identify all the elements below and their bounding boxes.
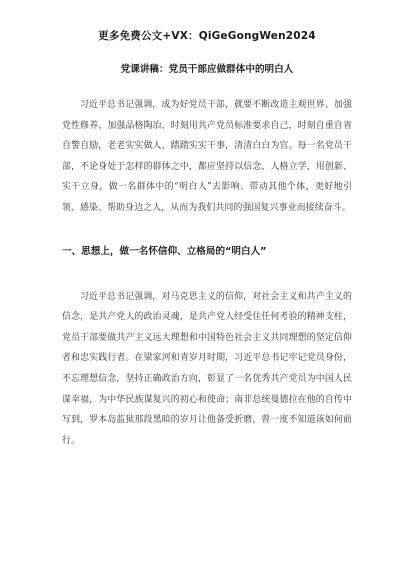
section-heading-1: 一、思想上，做一名怀信仰、立格局的“明白人” (62, 245, 267, 257)
document-header: 更多免费公文+VX：QiGeGongWen2024 (98, 30, 316, 42)
intro-paragraph: 习近平总书记强调，成为好党员干部，就要不断改造主观世界、加强党性修养、加强品格陶冶，时刻用共产党员标准要求自己，时刻自重自省自警自励，老老实实做人，踏踏实实干事，清清白白为官。每一名党员干部，不论身处于怎样的群体之中，都应坚持以信念、人格立学，用创新、实干立身，做一名群体中的“明白人”去影响、带动其他个体，更好地引领、感染、帮助身边之人，从而为我们共同的强国复兴事业而接续奋斗。 (62, 100, 352, 213)
section-1-paragraph: 习近平总书记强调，对马克思主义的信仰，对社会主义和共产主义的信念，是共产党人的政治灵魂，是共产党人经受住任何考验的精神支柱，党员干部要做共产主义远大理想和中国特色社会主义共同理想的坚定信仰者和忠实践行者。在梁家河和青岁月时期，习近平总书记牢记党员身份，不忘理想信念，坚持正确政治方向，彰显了一名优秀共产党员为中国人民谋幸福，为中华民族谋复兴的初心和使命；南非总统曼德拉在他的自传中写到，罗本岛监狱那段黑暗的岁月让他备受折磨，曾一度不知道该如何前行。 (62, 291, 352, 446)
document-title: 党课讲稿：党员干部应做群体中的明白人 (120, 64, 294, 75)
